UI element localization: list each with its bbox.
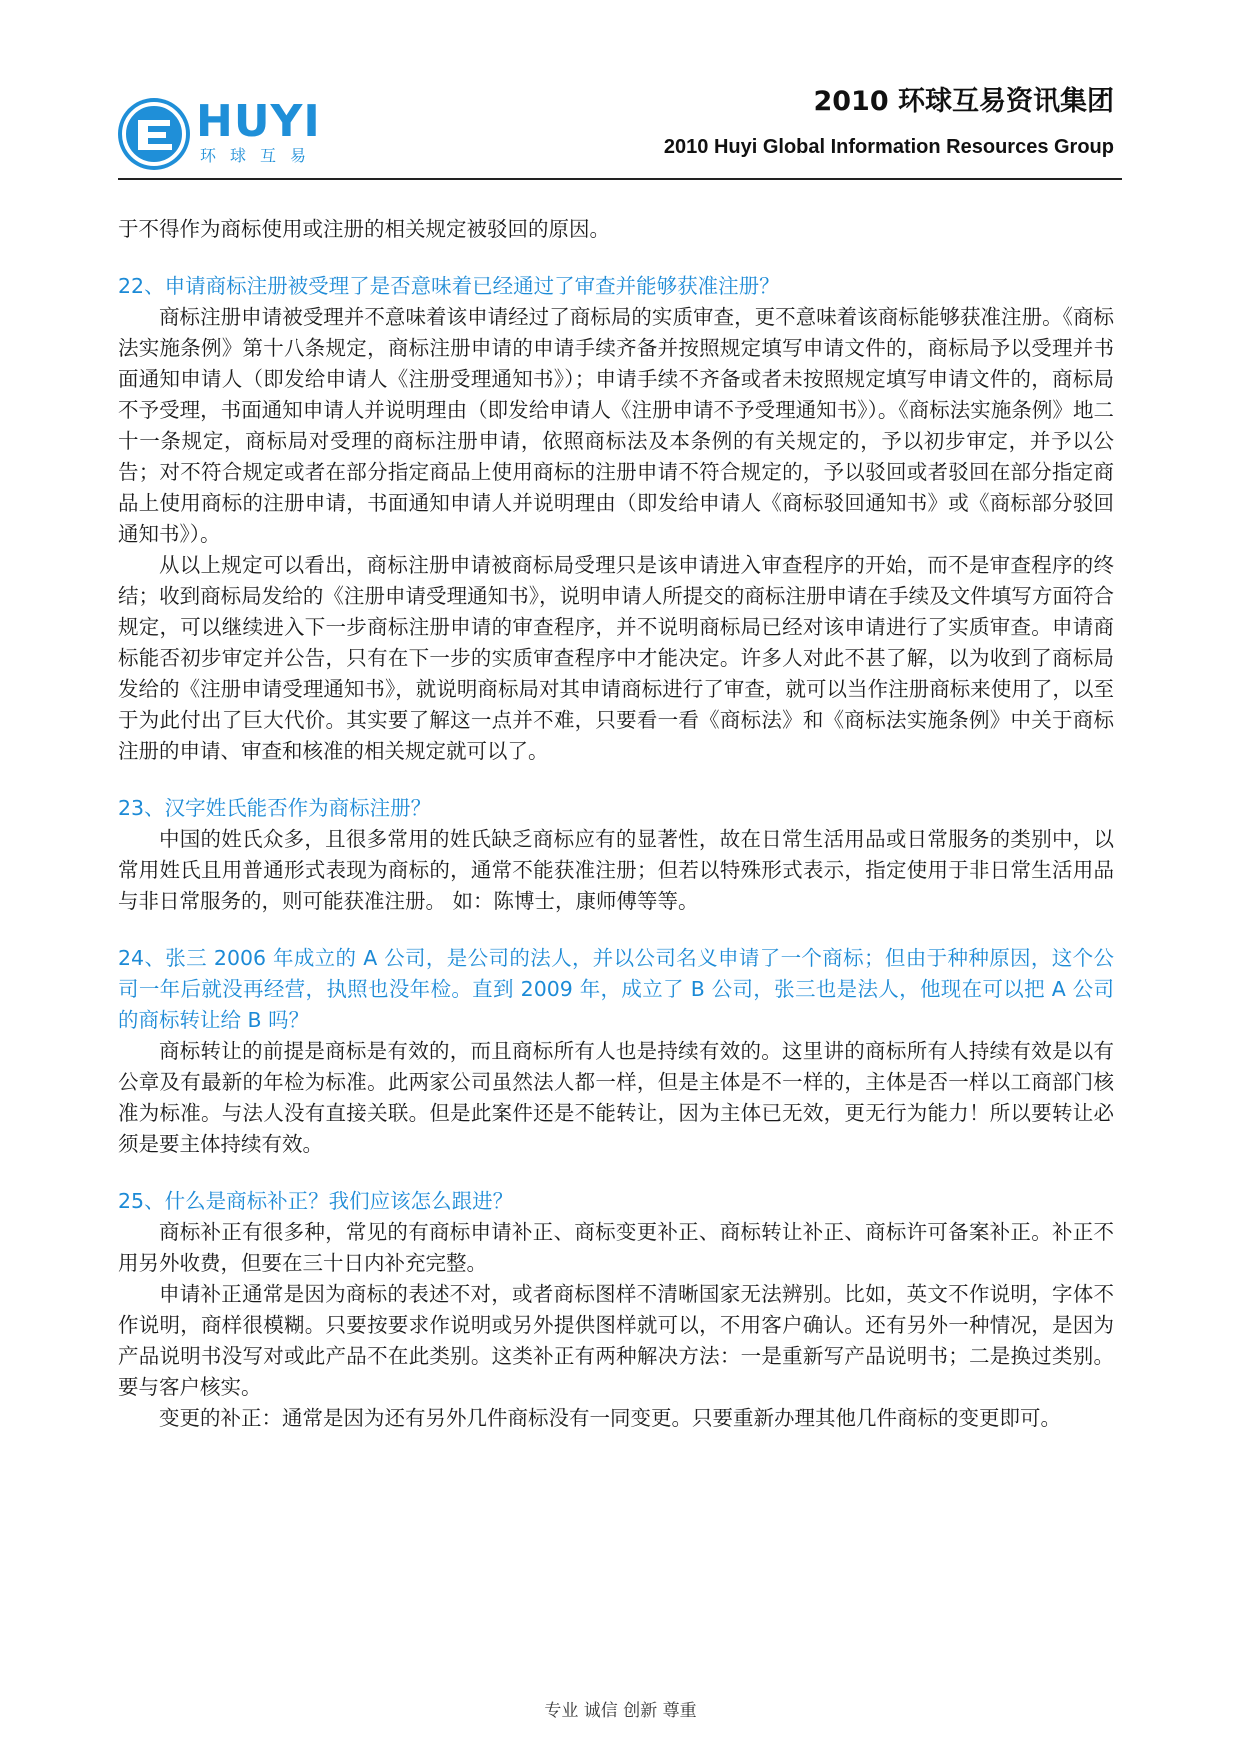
question-23-answer: 中国的姓氏众多，且很多常用的姓氏缺乏商标应有的显著性，故在日常生活用品或日常服务的类别中，以常用姓氏且用普通形式表现为商标的，通常不能获准注册；但若以特殊形式表示，指定使用于非日常生活用品与非日常服务的，则可能获准注册。 如：陈博士，康师傅等等。	[118, 827, 1114, 913]
question-24-answer: 商标转让的前提是商标是有效的，而且商标所有人也是持续有效的。这里讲的商标所有人持续有效是以有公章及有最新的年检为标准。此两家公司虽然法人都一样，但是主体是不一样的，主体是否一样以工商部门核准为标准。与法人没有直接关联。但是此案件还是不能转让，因为主体已无效，更无行为能力！所以要转让必须是要主体持续有效。	[118, 1039, 1114, 1156]
question-25-answer-1: 商标补正有很多种，常见的有商标申请补正、商标变更补正、商标转让补正、商标许可备案补正。补正不用另外收费，但要在三十日内补充完整。	[118, 1220, 1114, 1275]
company-logo	[118, 92, 338, 172]
paragraph-continued: 于不得作为商标使用或注册的相关规定被驳回的原因。	[118, 217, 610, 241]
page-header	[0, 0, 1241, 185]
question-22-answer-1: 商标注册申请被受理并不意味着该申请经过了商标局的实质审查，更不意味着该商标能够获准注册。《商标法实施条例》第十八条规定，商标注册申请的申请手续齐备并按照规定填写申请文件的，商标局予以受理并书面通知申请人（即发给申请人《注册受理通知书》）；申请手续不齐备或者未按照规定填写申请文件的，商标局不予受理，书面通知申请人并说明理由（即发给申请人《注册申请不予受理通知书》）。《商标法实施条例》地二十一条规定，商标局对受理的商标注册申请，依照商标法及本条例的有关规定的，予以初步审定，并予以公告；对不符合规定或者在部分指定商品上使用商标的注册申请不符合规定的，予以驳回或者驳回在部分指定商品上使用商标的注册申请，书面通知申请人并说明理由（即发给申请人《商标驳回通知书》或《商标部分驳回通知书》）。	[118, 305, 1114, 546]
page-footer-motto: 专业 诚信 创新 尊重	[544, 1701, 697, 1721]
question-25-answer-3: 变更的补正：通常是因为还有另外几件商标没有一同变更。只要重新办理其他几件商标的变更即可。	[159, 1406, 1061, 1430]
question-25-heading: 25、什么是商标补正？我们应该怎么跟进？	[118, 1189, 514, 1213]
question-24-heading: 24、张三 2006 年成立的 A 公司，是公司的法人，并以公司名义申请了一个商标；但由于种种原因，这个公司一年后就没再经营，执照也没年检。直到 2009 年，成立了 B 公司，张三也是法人，他现在可以把 A 公司的商标转让给 B 吗？	[118, 946, 1114, 1032]
header-title-chinese: 2010 环球互易资讯集团	[813, 86, 1114, 117]
header-divider	[118, 178, 1122, 180]
question-23-heading: 23、汉字姓氏能否作为商标注册？	[118, 796, 432, 820]
logo-wordmark: HUYI	[196, 96, 321, 147]
document-body	[118, 214, 1114, 1434]
logo-subtitle: 环球互易	[200, 146, 321, 165]
question-22-heading: 22、申请商标注册被受理了是否意味着已经通过了审查并能够获准注册？	[118, 274, 780, 298]
question-25-answer-2: 申请补正通常是因为商标的表述不对，或者商标图样不清晰国家无法辨别。比如，英文不作说明，字体不作说明，商样很模糊。只要按要求作说明或另外提供图样就可以，不用客户确认。还有另外一种情况，是因为产品说明书没写对或此产品不在此类别。这类补正有两种解决方法：一是重新写产品说明书；二是换过类别。要与客户核实。	[118, 1282, 1114, 1399]
question-22-answer-2: 从以上规定可以看出，商标注册申请被商标局受理只是该申请进入审查程序的开始，而不是审查程序的终结；收到商标局发给的《注册申请受理通知书》，说明申请人所提交的商标注册申请在手续及文件填写方面符合规定，可以继续进入下一步商标注册申请的审查程序，并不说明商标局已经对该申请进行了实质审查。申请商标能否初步审定并公告，只有在下一步的实质审查程序中才能决定。许多人对此不甚了解，以为收到了商标局发给的《注册申请受理通知书》，就说明商标局对其申请商标进行了审查，就可以当作注册商标来使用了，以至于为此付出了巨大代价。其实要了解这一点并不难，只要看一看《商标法》和《商标法实施条例》中关于商标注册的申请、审查和核准的相关规定就可以了。	[118, 553, 1114, 763]
header-title-english: 2010 Huyi Global Information Resources Group	[663, 136, 1114, 158]
logo-emblem-icon	[118, 98, 190, 170]
